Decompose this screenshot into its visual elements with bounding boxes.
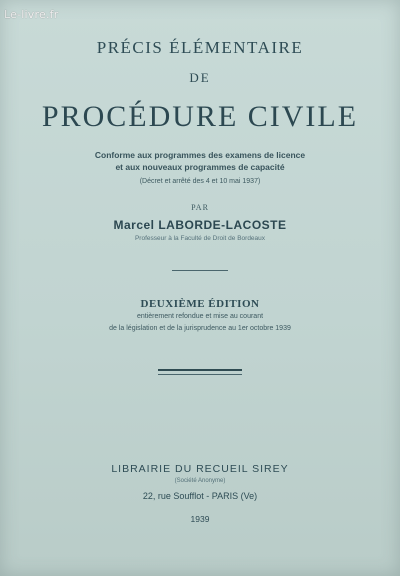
edition-note-2: de la législation et de la jurisprudence au 1er octobre 1939 bbox=[109, 325, 291, 332]
edition-note-1: entièrement refondue et mise au courant bbox=[136, 313, 264, 320]
publisher-name: LIBRAIRIE DU RECUEIL SIREY bbox=[111, 463, 289, 475]
author-name: Marcel LABORDE-LACOSTE bbox=[113, 218, 287, 232]
divider-rule bbox=[172, 270, 228, 271]
by-label: PAR bbox=[191, 203, 209, 212]
subtitle-line-2: et aux nouveaux programmes de capacité bbox=[115, 162, 285, 172]
double-rule-thick bbox=[158, 369, 242, 371]
edition-label: DEUXIÈME ÉDITION bbox=[140, 298, 260, 310]
title-line-2: DE bbox=[189, 70, 211, 85]
publisher-society: (Société Anonyme) bbox=[174, 478, 226, 484]
title-line-1: PRÉCIS ÉLÉMENTAIRE bbox=[96, 38, 304, 57]
publication-year: 1939 bbox=[190, 514, 210, 524]
subtitle-line-1: Conforme aux programmes des examens de licence bbox=[94, 150, 306, 160]
author-position: Professeur à la Faculté de Droit de Bordeaux bbox=[134, 235, 266, 242]
double-rule-thin bbox=[158, 374, 242, 375]
decree-note: (Décret et arrêté des 4 et 10 mai 1937) bbox=[139, 178, 261, 185]
main-title: PROCÉDURE CIVILE bbox=[41, 100, 359, 133]
watermark: Le-livre.fr bbox=[4, 8, 59, 21]
publisher-address: 22, rue Soufflot - PARIS (Ve) bbox=[142, 491, 258, 501]
